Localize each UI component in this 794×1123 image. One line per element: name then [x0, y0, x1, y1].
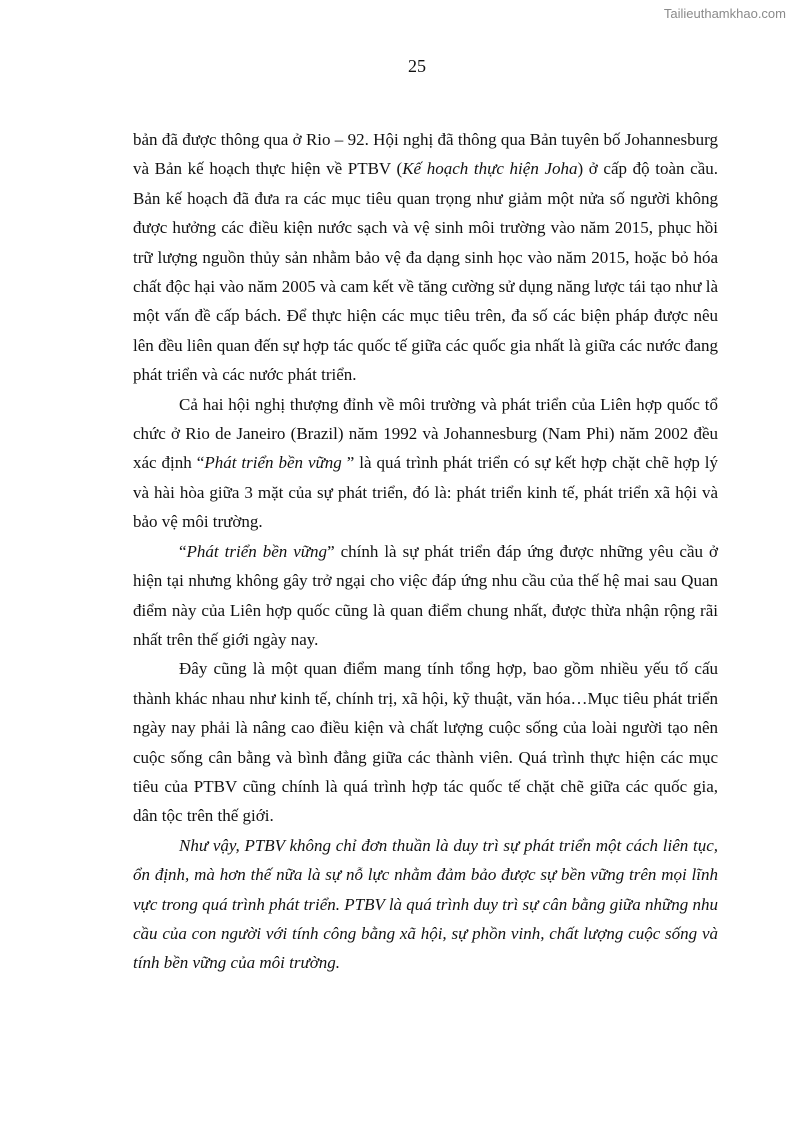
paragraph-3-italic: Phát triển bền vững [186, 541, 328, 561]
paragraph-1-italic: Kế hoạch thực hiện Joha [402, 159, 578, 179]
document-body [133, 125, 718, 978]
paragraph-2-text-end: ” là quá trình phát triển có sự kết hợp chặt chẽ hợp lý và hài hòa giữa 3 mặt của sự phát triển, đó là: phát triển kinh tế, phát triển xã hội và bảo vệ môi trường. [133, 453, 719, 532]
watermark: Tailieuthamkhao.com [663, 6, 786, 21]
paragraph-3 [133, 537, 718, 655]
paragraph-1-text: bản đã được thông qua ở Rio – 92. Hội nghị đã thông qua Bản tuyên bố Johannesburg và Bản kế hoạch thực hiện về PTBV ( [133, 130, 718, 179]
paragraph-2-italic: Phát triển bền vững [204, 453, 342, 473]
page-number: 25 [408, 56, 426, 76]
paragraph-3-text: “ [179, 541, 187, 561]
paragraph-5: Như vậy, PTBV không chỉ đơn thuần là duy trì sự phát triển một cách liên tục, ổn định, mà hơn thế nữa là sự nỗ lực nhằm đảm bảo được sự bền vững trên mọi lĩnh vực trong quá trình phát triển. PTBV là quá trình duy trì sự cân bằng giữa những nhu cầu của con người với tính công bằng xã hội, sự phồn vinh, chất lượng cuộc sống và tính bền vững của môi trường. [133, 835, 718, 973]
paragraph-3-text-end: ” chính là sự phát triển đáp ứng được những yêu cầu ở hiện tại nhưng không gây trở ngại cho việc đáp ứng nhu cầu của thế hệ mai sau Quan điểm này của Liên hợp quốc cũng là quan điểm chung nhất, được thừa nhận rộng rãi nhất trên thế giới ngày nay. [133, 541, 718, 649]
paragraph-1 [133, 125, 718, 390]
paragraph-4: Đây cũng là một quan điểm mang tính tổng hợp, bao gồm nhiều yếu tố cấu thành khác nhau như kinh tế, chính trị, xã hội, kỹ thuật, văn hóa…Mục tiêu phát triển ngày nay phải là nâng cao điều kiện và chất lượng cuộc sống của loài người tạo nên cuộc sống cân bằng và bình đẳng giữa các thành viên. Quá trình thực hiện các mục tiêu của PTBV cũng chính là quá trình hợp tác quốc tế chặt chẽ giữa các quốc gia, dân tộc trên thế giới. [133, 659, 718, 826]
paragraph-1-text-end: ) ở cấp độ toàn cầu. Bản kế hoạch đã đưa ra các mục tiêu quan trọng như giảm một nửa số người không được hưởng các điều kiện nước sạch và vệ sinh môi trường vào năm 2015, phục hồi trữ lượng nguồn thủy sản nhằm bảo vệ đa dạng sinh học vào năm 2015, hoặc bỏ hóa chất độc hại vào năm 2005 và cam kết về tăng cường sử dụng năng lược tái tạo như là một vấn đề cấp bách. Để thực hiện các mục tiêu trên, đa số các biện pháp được nêu lên đều liên quan đến sự hợp tác quốc tế giữa các quốc gia nhất là giữa các nước đang phát triển và các nước phát triển. [133, 159, 718, 385]
paragraph-2 [133, 390, 718, 537]
paragraph-2-text: Cả hai hội nghị thượng đỉnh về môi trường và phát triển của Liên hợp quốc tổ chức ở Rio de Janeiro (Brazil) năm 1992 và Johannesburg (Nam Phi) năm 2002 đều xác định “ [133, 394, 718, 473]
